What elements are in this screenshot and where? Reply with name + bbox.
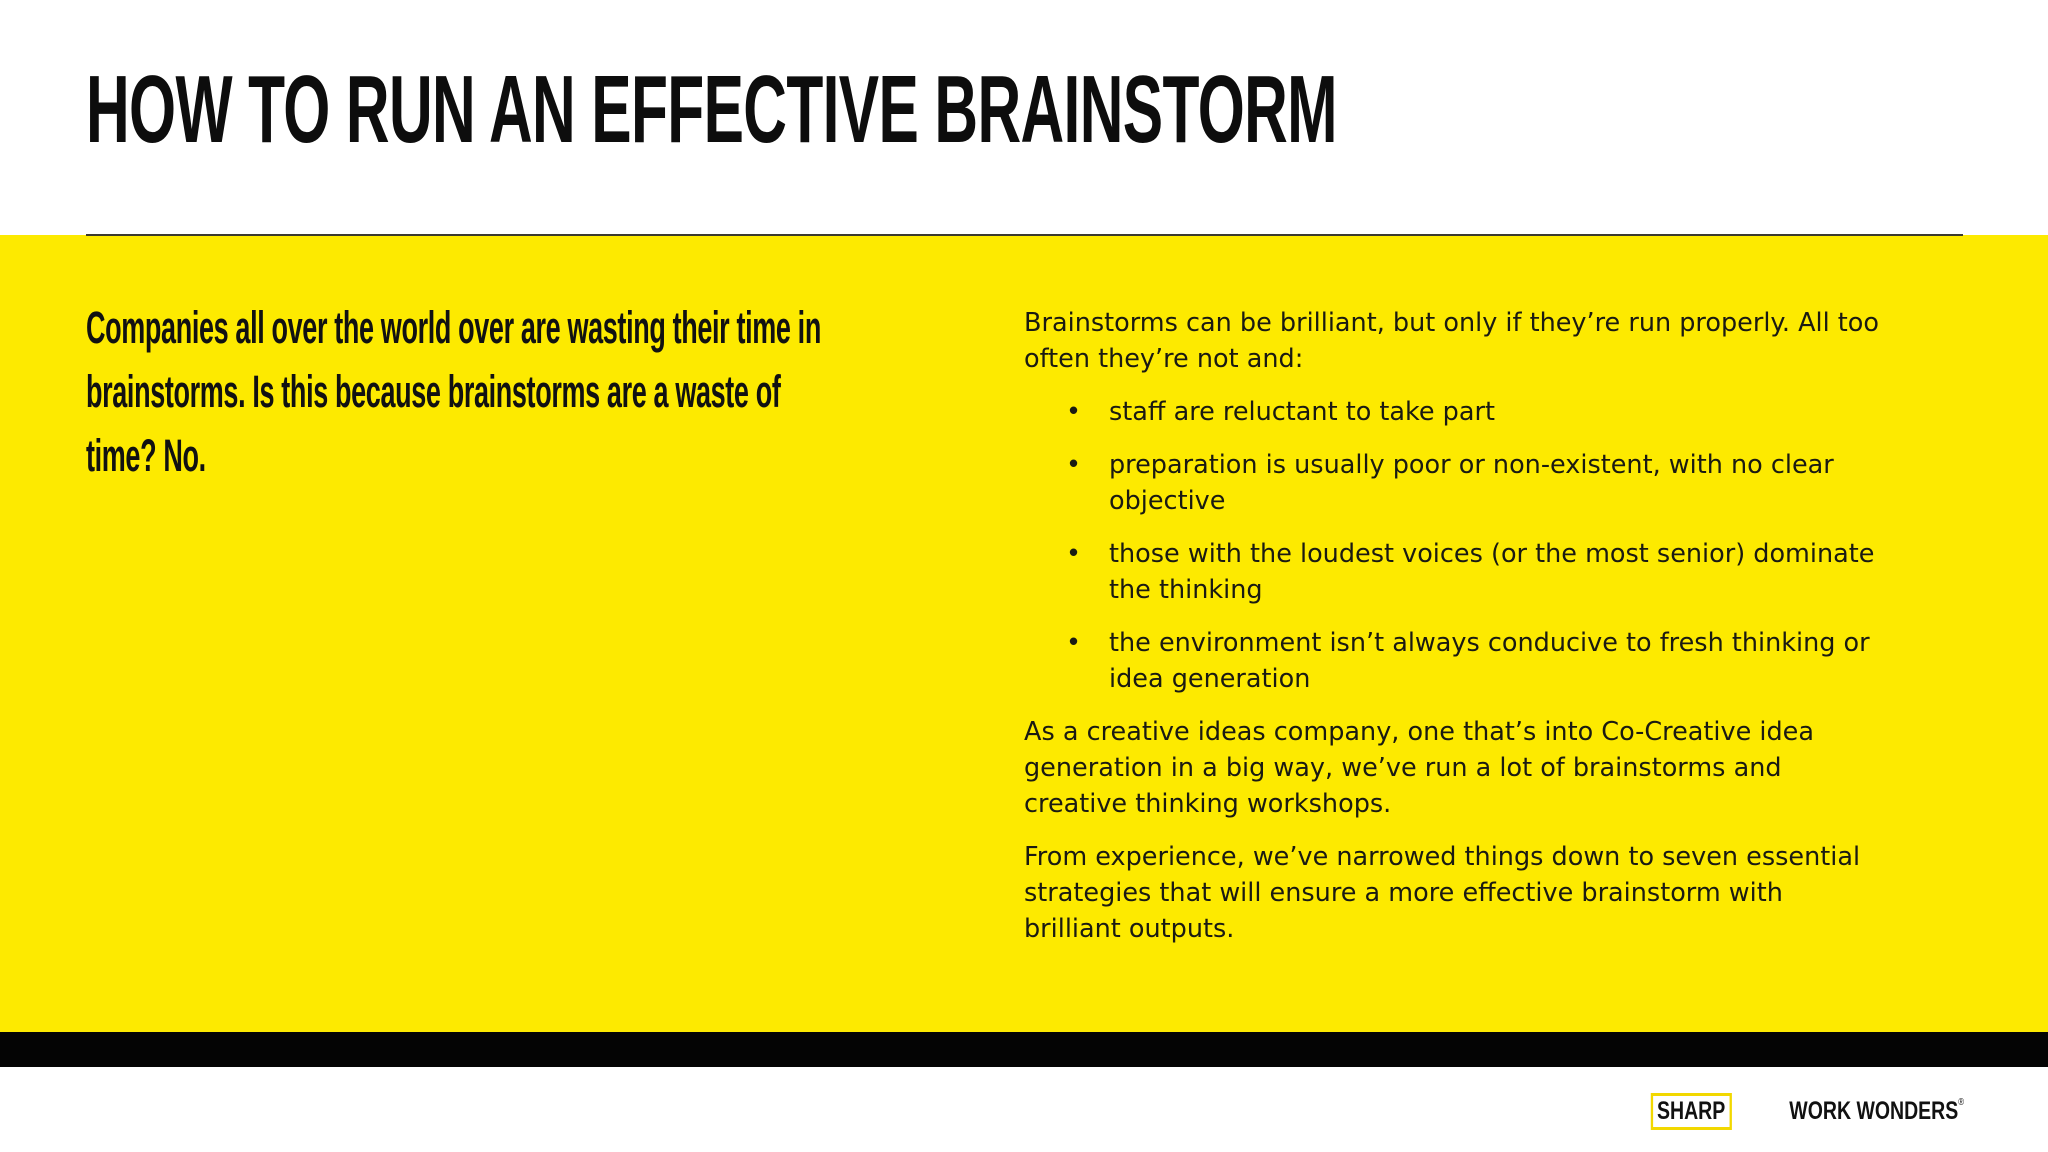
bullet-icon: • <box>1066 539 1082 569</box>
bullet-item <box>1024 447 1884 519</box>
bullet-icon: • <box>1066 450 1082 480</box>
bullet-text: staff are reluctant to take part <box>1109 397 1495 427</box>
logo-brand-mark: SHARP <box>1651 1093 1732 1130</box>
paragraph-seven-strategies: From experience, we’ve narrowed things down to seven essential strategies that will ensure a more effective brainstorm with brilliant outputs. <box>1024 842 1861 944</box>
footer-band <box>0 1032 2048 1067</box>
bullet-icon: • <box>1066 397 1082 427</box>
bullet-item <box>1024 536 1884 608</box>
paragraph-creative-company: As a creative ideas company, one that’s into Co-Creative idea generation in a big way, we’ve run a lot of brainstorms and creative thinking workshops. <box>1024 717 1814 819</box>
bullet-text: preparation is usually poor or non-existent, with no clear objective <box>1109 450 1834 516</box>
bullet-item <box>1024 625 1884 697</box>
bullet-text: those with the loudest voices (or the most senior) dominate the thinking <box>1109 539 1875 605</box>
brand-logo <box>1628 1093 1964 1130</box>
bullet-text: the environment isn’t always conducive to fresh thinking or idea generation <box>1109 628 1870 694</box>
bullet-icon: • <box>1066 628 1082 658</box>
body-column <box>1024 305 1884 964</box>
bullet-item <box>1024 394 1884 430</box>
lead-paragraph: Brainstorms can be brilliant, but only if they’re run properly. All too often they’re not and: <box>1024 308 1879 374</box>
slide-title: HOW TO RUN AN EFFECTIVE BRAINSTORM <box>86 56 1337 163</box>
title-divider <box>86 234 1963 236</box>
logo-tagline <box>1789 1097 1964 1126</box>
logo-tagline-text: WORK WONDERS <box>1789 1097 1959 1125</box>
registered-mark: ® <box>1958 1097 1964 1108</box>
bullet-list <box>1024 394 1884 697</box>
intro-text: Companies all over the world over are wasting their time in brainstorms. Is this because brainstorms are a waste of time? No. <box>86 302 821 481</box>
